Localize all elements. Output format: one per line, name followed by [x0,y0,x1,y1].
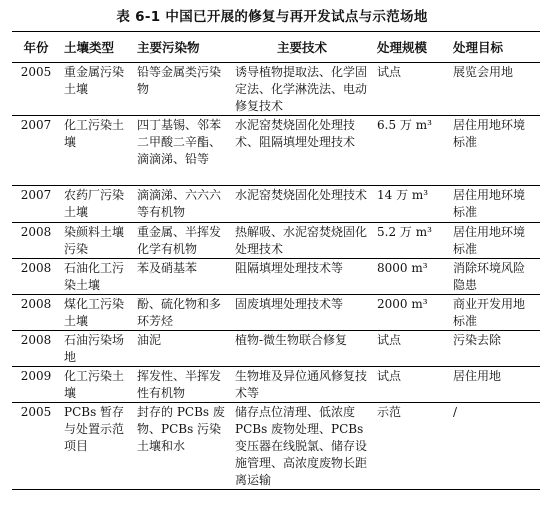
cell-pollutants: 铅等金属类污染物 [133,63,231,116]
header-soil-type: 土壤类型 [60,32,133,63]
header-scale: 处理规模 [373,32,449,63]
cell-soil-type: 农药厂污染土壤 [60,186,133,223]
cell-scale: 8000 m³ [373,259,449,295]
cell-scale: 5.2 万 m³ [373,223,449,259]
table-row [12,403,540,490]
table-row [12,116,540,186]
table-row [12,367,540,403]
cell-soil-type: 化工污染土壤 [60,116,133,186]
cell-pollutants: 苯及硝基苯 [133,259,231,295]
cell-target: 商业开发用地标准 [449,295,540,331]
cell-target: 居住用地环境标准 [449,223,540,259]
cell-pollutants: 油泥 [133,331,231,367]
cell-target: 居住用地 [449,367,540,403]
cell-soil-type: 重金属污染土壤 [60,63,133,116]
cell-soil-type: PCBs 暂存与处置示范项目 [60,403,133,490]
cell-soil-type: 化工污染土壤 [60,367,133,403]
cell-target: 展览会用地 [449,63,540,116]
cell-target: / [449,403,540,490]
header-row [12,32,540,63]
cell-scale: 14 万 m³ [373,186,449,223]
cell-soil-type: 煤化工污染土壤 [60,295,133,331]
table-row [12,331,540,367]
cell-soil-type: 染颜料土壤污染 [60,223,133,259]
cell-target: 消除环境风险隐患 [449,259,540,295]
header-year: 年份 [12,32,60,63]
cell-year: 2008 [12,295,60,331]
cell-soil-type: 石油化工污染土壤 [60,259,133,295]
cell-pollutants: 挥发性、半挥发性有机物 [133,367,231,403]
table-row [12,259,540,295]
cell-scale: 6.5 万 m³ [373,116,449,186]
cell-scale: 示范 [373,403,449,490]
cell-soil-type: 石油污染场地 [60,331,133,367]
cell-target: 污染去除 [449,331,540,367]
cell-technology: 诱导植物提取法、化学固定法、化学淋洗法、电动修复技术 [231,63,373,116]
cell-pollutants: 重金属、半挥发化学有机物 [133,223,231,259]
cell-target: 居住用地环境标准 [449,186,540,223]
cell-year: 2009 [12,367,60,403]
cell-year: 2008 [12,223,60,259]
cell-technology: 固废填埋处理技术等 [231,295,373,331]
cell-year: 2005 [12,63,60,116]
header-pollutants: 主要污染物 [133,32,231,63]
table-row [12,63,540,116]
cell-scale: 试点 [373,63,449,116]
table-row [12,186,540,223]
cell-year: 2007 [12,116,60,186]
pilot-sites-table [12,31,540,490]
cell-year: 2007 [12,186,60,223]
cell-year: 2005 [12,403,60,490]
cell-pollutants: 封存的 PCBs 废物、PCBs 污染土壤和水 [133,403,231,490]
cell-scale: 2000 m³ [373,295,449,331]
cell-technology: 生物堆及异位通风修复技术等 [231,367,373,403]
cell-scale: 试点 [373,331,449,367]
table-caption: 表 6-1 中国已开展的修复与再开发试点与示范场地 [116,9,428,25]
cell-technology: 储存点位清理、低浓度 PCBs 废物处理、PCBs 变压器在线脱氯、储存设施管理、高浓度废物长距离运输 [231,403,373,490]
cell-technology: 植物-微生物联合修复 [231,331,373,367]
cell-pollutants: 酚、硫化物和多环芳烃 [133,295,231,331]
cell-technology: 热解吸、水泥窑焚烧固化处理技术 [231,223,373,259]
table-row [12,223,540,259]
cell-technology: 阻隔填埋处理技术等 [231,259,373,295]
cell-technology: 水泥窑焚烧固化处理技术 [231,186,373,223]
cell-target: 居住用地环境标准 [449,116,540,186]
cell-scale: 试点 [373,367,449,403]
cell-year: 2008 [12,331,60,367]
header-technology: 主要技术 [231,32,373,63]
cell-year: 2008 [12,259,60,295]
cell-pollutants: 滴滴涕、六六六等有机物 [133,186,231,223]
cell-technology: 水泥窑焚烧固化处理技术、阻隔填埋处理技术 [231,116,373,186]
table-row [12,295,540,331]
header-target: 处理目标 [449,32,540,63]
cell-pollutants: 四丁基锡、邻苯二甲酸二辛酯、滴滴涕、铅等 [133,116,231,186]
